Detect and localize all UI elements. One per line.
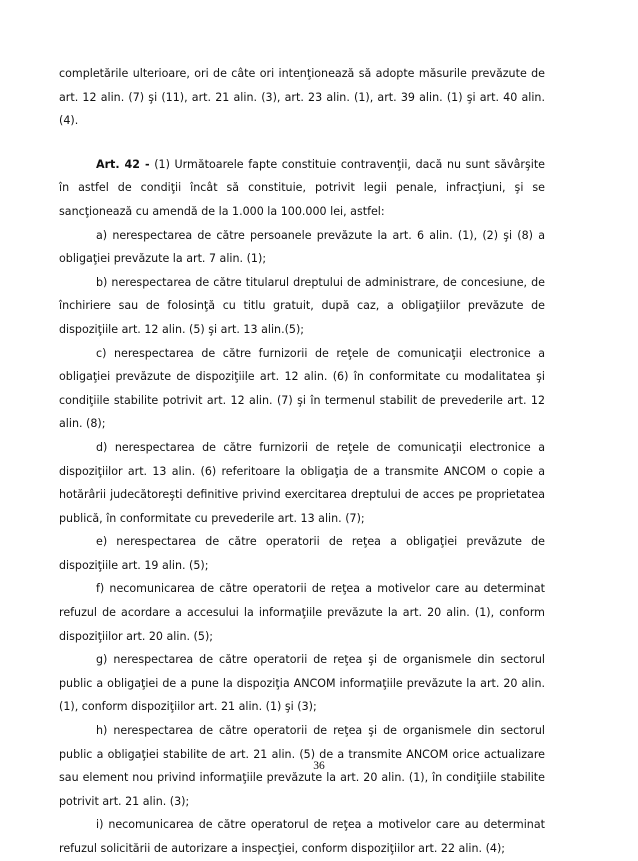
page-number: 36 <box>313 760 325 772</box>
list-item-c: c) nerespectarea de către furnizorii de reţele de comunicaţii electronice a obligaţiei prevăzute de dispoziţiile art. 12 alin. (6) în conformitate cu modalitatea şi condiţiile stabilite potrivit art. 12 alin. (7) şi în termenul stabilit de prevederile art. 12 alin. (8); <box>59 346 545 431</box>
article-42-text: (1) Următoarele fapte constituie contravenţii, dacă nu sunt săvârşite în astfel de condiţii încât să constituie, potrivit legii penale, infracţiuni, şi se sancţionează cu amendă de la 1.000 la 100.000 lei, astfel: <box>59 157 545 218</box>
list-item-g: g) nerespectarea de către operatorii de reţea şi de organismele din sectorul public a obligaţiei de a pune la dispoziţia ANCOM informaţiile prevăzute la art. 20 alin. (1), conform dispoziţiilor art. 21 alin. (1) şi (3); <box>59 653 545 714</box>
list-item-e: e) nerespectarea de către operatorii de reţea a obligaţiei prevăzute de dispoziţiile art. 19 alin. (5); <box>59 535 545 572</box>
paragraph-gap <box>59 133 545 153</box>
list-item-b: b) nerespectarea de către titularul dreptului de administrare, de concesiune, de închiriere sau de folosinţă cu titlu gratuit, după caz, a obligaţiilor prevăzute de dispoziţiile art. 12 alin. (5) şi art. 13 alin.(5); <box>59 275 545 336</box>
list-item-a: a) nerespectarea de către persoanele prevăzute la art. 6 alin. (1), (2) şi (8) a obligaţiei prevăzute la art. 7 alin. (1); <box>59 228 545 266</box>
body-text <box>59 62 545 861</box>
list-item-h: h) nerespectarea de către operatorii de reţea şi de organismele din sectorul public a obligaţiei stabilite de art. 21 alin. (5) de a transmite ANCOM orice actualizare sau element nou privind informaţiile prevăzute la art. 20 alin. (1), în condiţiile stabilite potrivit art. 21 alin. (3); <box>59 724 545 808</box>
article-42-intro <box>59 153 545 224</box>
list-item-d: d) nerespectarea de către furnizorii de reţele de comunicaţii electronice a dispoziţiilor art. 13 alin. (6) referitoare la obligaţia de a transmite ANCOM o copie a hotărârii judecătoreşti definitive privind exercitarea dreptului de acces pe proprietatea publică, în conformitate cu prevederile art. 13 alin. (7); <box>59 440 545 525</box>
article-42-label: Art. 42 - <box>96 157 150 171</box>
list-item-i: i) necomunicarea de către operatorul de reţea a motivelor care au determinat refuzul solicitării de autorizare a inspecţiei, conform dispoziţiilor art. 22 alin. (4); <box>59 818 545 855</box>
paragraph-continuation: completările ulterioare, ori de câte ori intenţionează să adopte măsurile prevăzute de art. 12 alin. (7) şi (11), art. 21 alin. (3), art. 23 alin. (1), art. 39 alin. (1) şi art. 40 alin. (4). <box>59 67 545 128</box>
list-item-f: f) necomunicarea de către operatorii de reţea a motivelor care au determinat refuzul de acordare a accesului la informaţiile prevăzute la art. 20 alin. (1), conform dispoziţiilor art. 20 alin. (5); <box>59 582 545 643</box>
